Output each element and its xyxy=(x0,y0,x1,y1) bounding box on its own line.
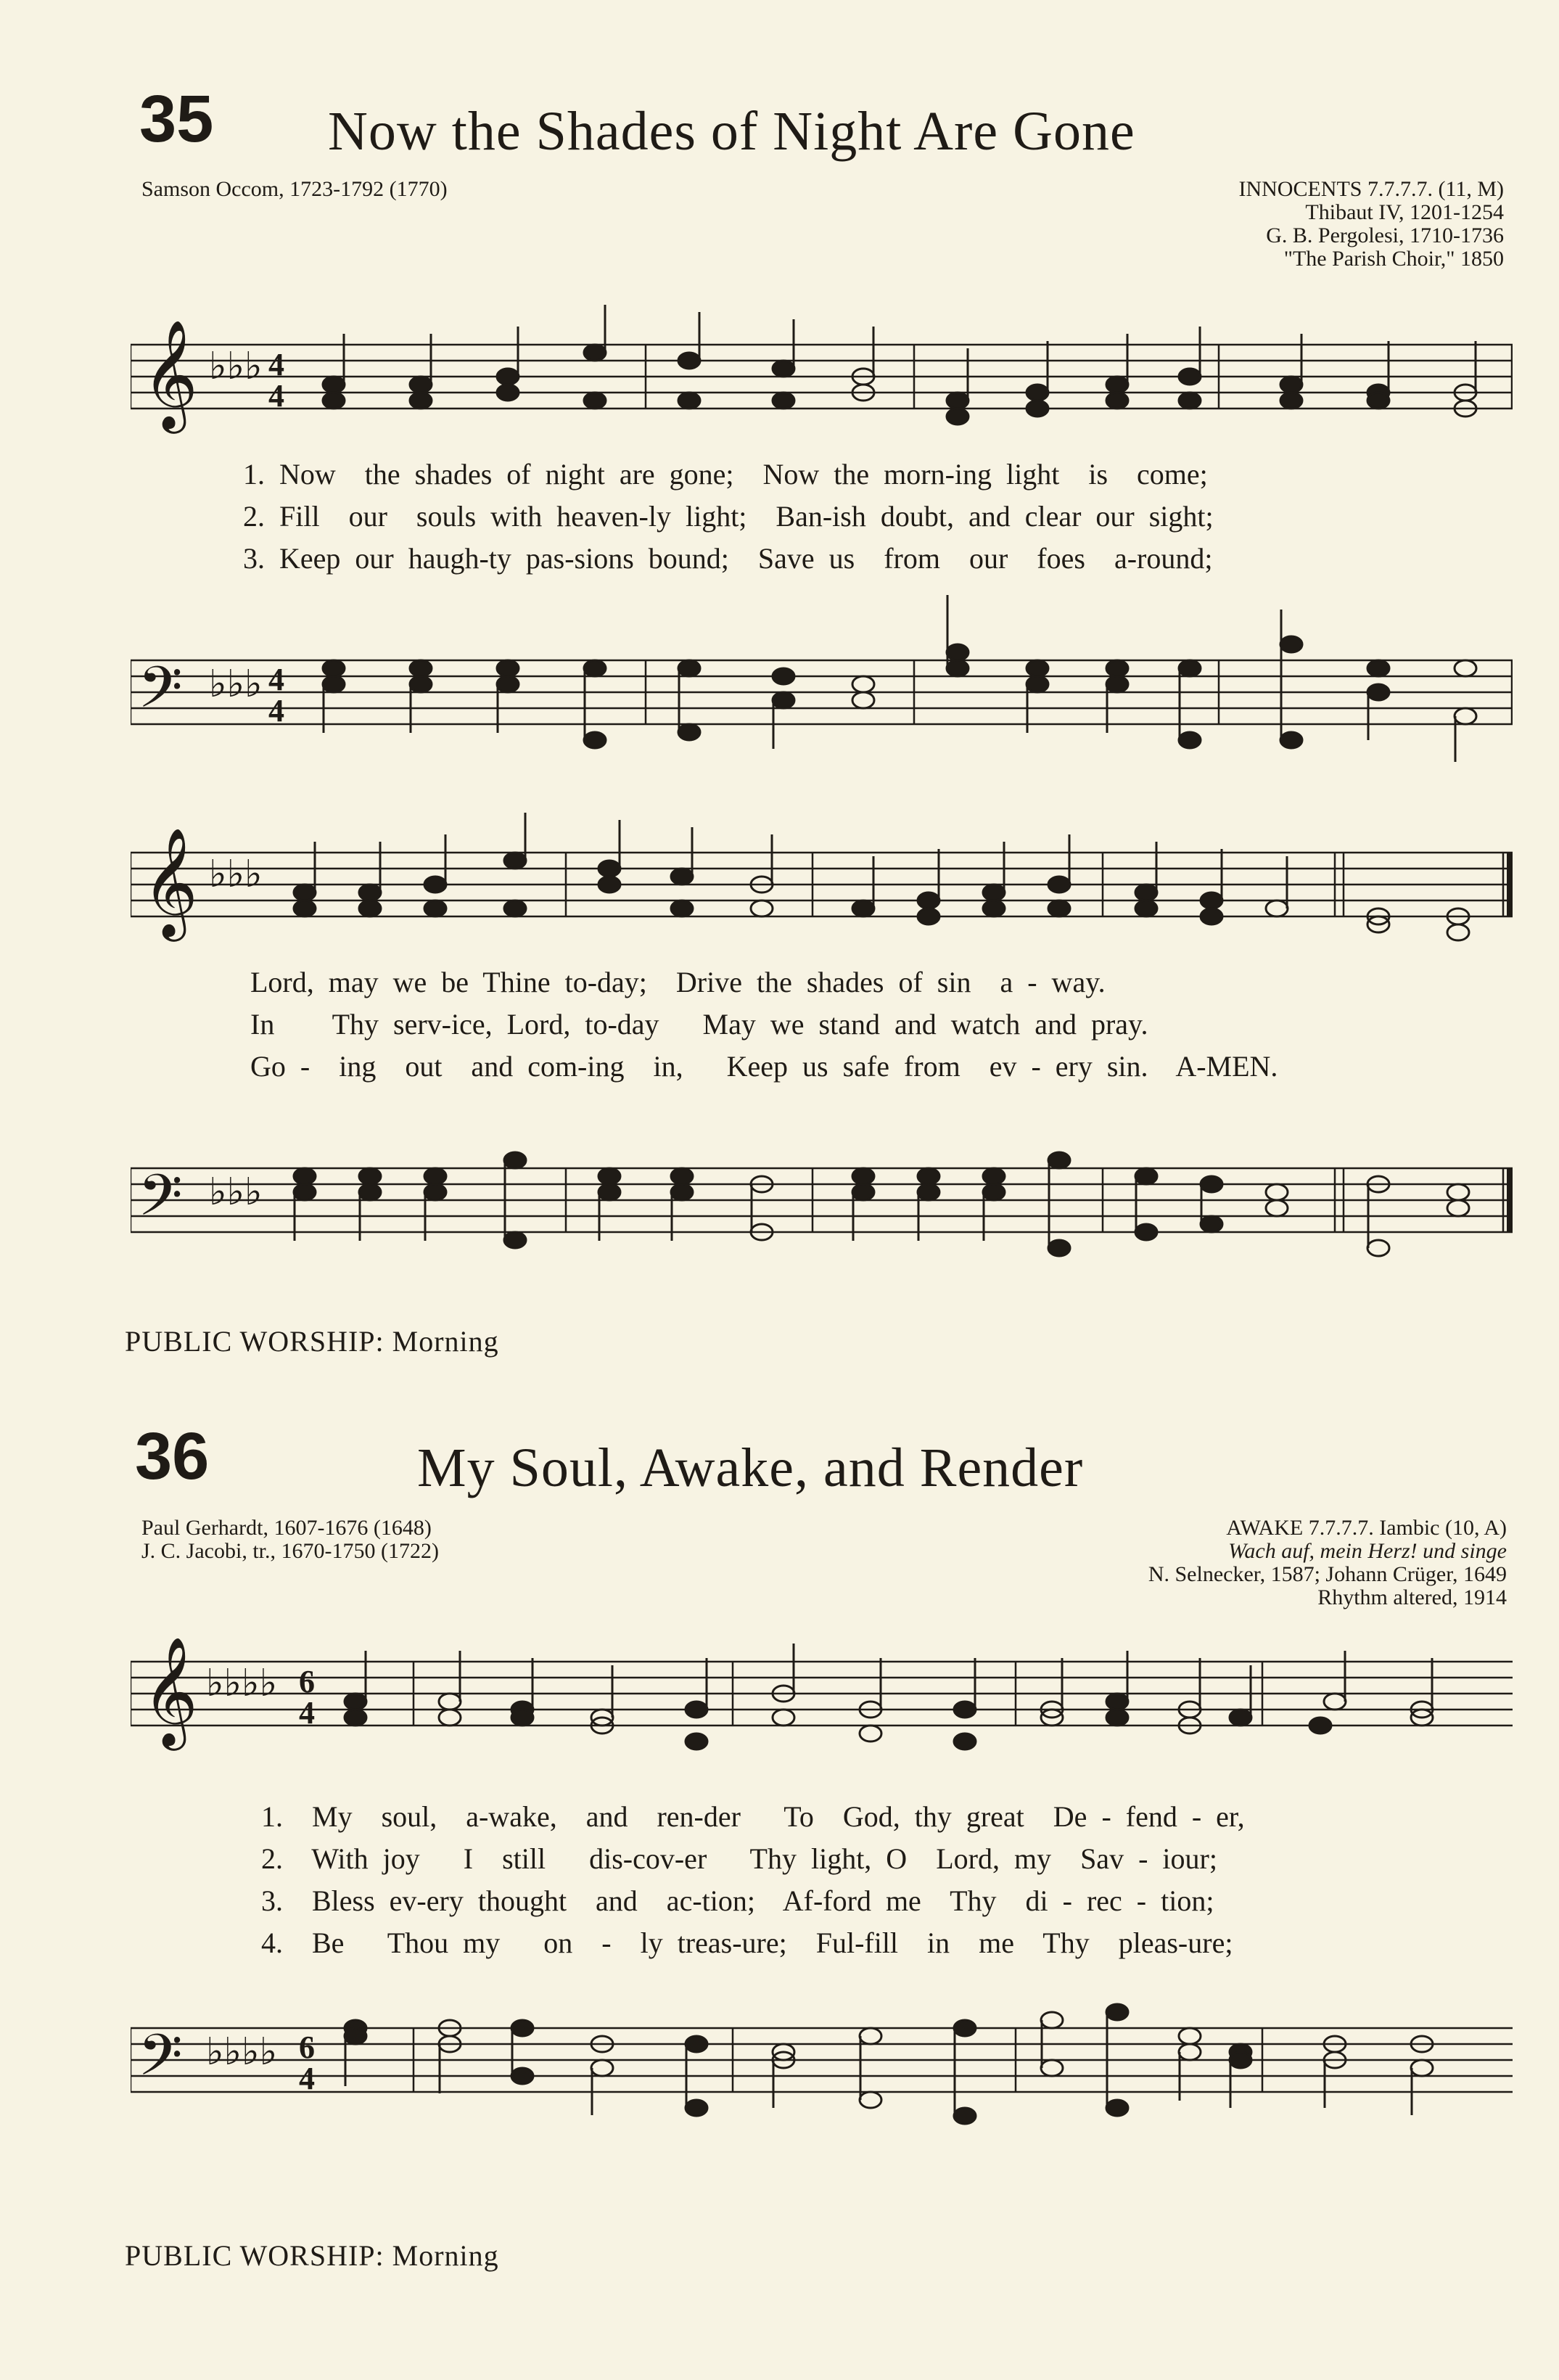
svg-text:♭♭♭: ♭♭♭ xyxy=(209,664,263,705)
svg-text:𝄢: 𝄢 xyxy=(138,654,183,735)
category-label: PUBLIC WORSHIP: Morning xyxy=(125,2239,499,2272)
lyric-line-verse-1: Lord, may we be Thine to-day; Drive the shades of sin a - way. xyxy=(250,966,1106,998)
svg-text:𝄞: 𝄞 xyxy=(142,1636,198,1746)
composer-line: Rhythm altered, 1914 xyxy=(1317,1585,1507,1609)
tune-credit xyxy=(1238,178,1504,271)
svg-text:4: 4 xyxy=(268,378,284,414)
lyric-line-verse-3: 3. Bless ev-ery thought and ac-tion; Af-ford me Thy di - rec - tion; xyxy=(261,1884,1214,1917)
lyric-line-verse-2: In Thy serv-ice, Lord, to-day May we stand and watch and pray. xyxy=(250,1008,1148,1041)
svg-text:♭♭♭: ♭♭♭ xyxy=(209,1172,263,1213)
svg-text:𝄞: 𝄞 xyxy=(142,319,198,429)
svg-text:6: 6 xyxy=(299,1664,315,1699)
translator-line: J. C. Jacobi, tr., 1670-1750 (1722) xyxy=(141,1539,439,1563)
svg-text:4: 4 xyxy=(268,347,284,382)
svg-text:𝄢: 𝄢 xyxy=(138,2022,183,2103)
treble-staff xyxy=(131,813,1513,965)
music-system xyxy=(131,1622,1513,2159)
treble-staff xyxy=(131,1622,1513,1781)
svg-text:4: 4 xyxy=(299,1695,315,1731)
svg-text:4: 4 xyxy=(268,693,284,729)
hymn-number: 35 xyxy=(139,82,214,156)
tune-name: INNOCENTS 7.7.7.7. (11, M) xyxy=(1238,177,1504,201)
tune-credit xyxy=(1148,1517,1507,1609)
svg-text:𝄞: 𝄞 xyxy=(142,826,198,937)
svg-text:4: 4 xyxy=(299,2061,315,2096)
composer-line: Thibaut IV, 1201-1254 xyxy=(1305,200,1504,224)
lyric-line-verse-3: Go - ing out and com-ing in, Keep us safe from ev - ery sin. A-MEN. xyxy=(250,1050,1278,1083)
bass-staff xyxy=(131,595,1513,769)
treble-staff xyxy=(131,305,1513,457)
tune-name: AWAKE 7.7.7.7. Iambic (10, A) xyxy=(1226,1516,1507,1540)
author-credit: Samson Occom, 1723-1792 (1770) xyxy=(141,177,448,201)
music-system xyxy=(131,305,1513,784)
lyric-line-verse-2: 2. Fill our souls with heaven-ly light; Ban-ish doubt, and clear our sight; xyxy=(243,500,1214,533)
svg-text:♭♭♭: ♭♭♭ xyxy=(209,854,263,895)
svg-text:♭♭♭: ♭♭♭ xyxy=(209,346,263,387)
svg-text:𝄢: 𝄢 xyxy=(138,1162,183,1243)
lyric-line-verse-4: 4. Be Thou my on - ly treas-ure; Ful-fill in me Thy pleas-ure; xyxy=(261,1926,1233,1959)
lyric-line-verse-3: 3. Keep our haugh-ty pas-sions bound; Save us from our foes a-round; xyxy=(243,542,1213,575)
lyric-line-verse-1: 1. My soul, a-wake, and ren-der To God, thy great De - fend - er, xyxy=(261,1800,1245,1833)
composer-line: "The Parish Choir," 1850 xyxy=(1283,247,1504,271)
svg-text:4: 4 xyxy=(268,662,284,697)
svg-text:♭♭♭♭: ♭♭♭♭ xyxy=(206,1663,278,1704)
author-credit xyxy=(141,1517,439,1563)
category-label: PUBLIC WORSHIP: Morning xyxy=(125,1325,499,1358)
music-system xyxy=(131,813,1513,1292)
composer-line: N. Selnecker, 1587; Johann Crüger, 1649 xyxy=(1148,1562,1507,1586)
lyric-line-verse-2: 2. With joy I still dis-cov-er Thy light, O Lord, my Sav - iour; xyxy=(261,1842,1217,1875)
hymn-title: My Soul, Awake, and Render xyxy=(417,1437,1084,1498)
bass-staff xyxy=(131,1103,1513,1277)
hymn-title: Now the Shades of Night Are Gone xyxy=(328,101,1135,162)
svg-text:6: 6 xyxy=(299,2030,315,2065)
lyric-line-verse-1: 1. Now the shades of night are gone; Now the morn-ing light is come; xyxy=(243,458,1208,491)
author-line: Paul Gerhardt, 1607-1676 (1648) xyxy=(141,1516,432,1540)
svg-text:♭♭♭♭: ♭♭♭♭ xyxy=(206,2032,278,2073)
composer-line: G. B. Pergolesi, 1710-1736 xyxy=(1266,223,1504,247)
tune-original-text: Wach auf, mein Herz! und singe xyxy=(1228,1539,1507,1563)
bass-staff xyxy=(131,1985,1513,2159)
hymn-number: 36 xyxy=(135,1419,210,1493)
